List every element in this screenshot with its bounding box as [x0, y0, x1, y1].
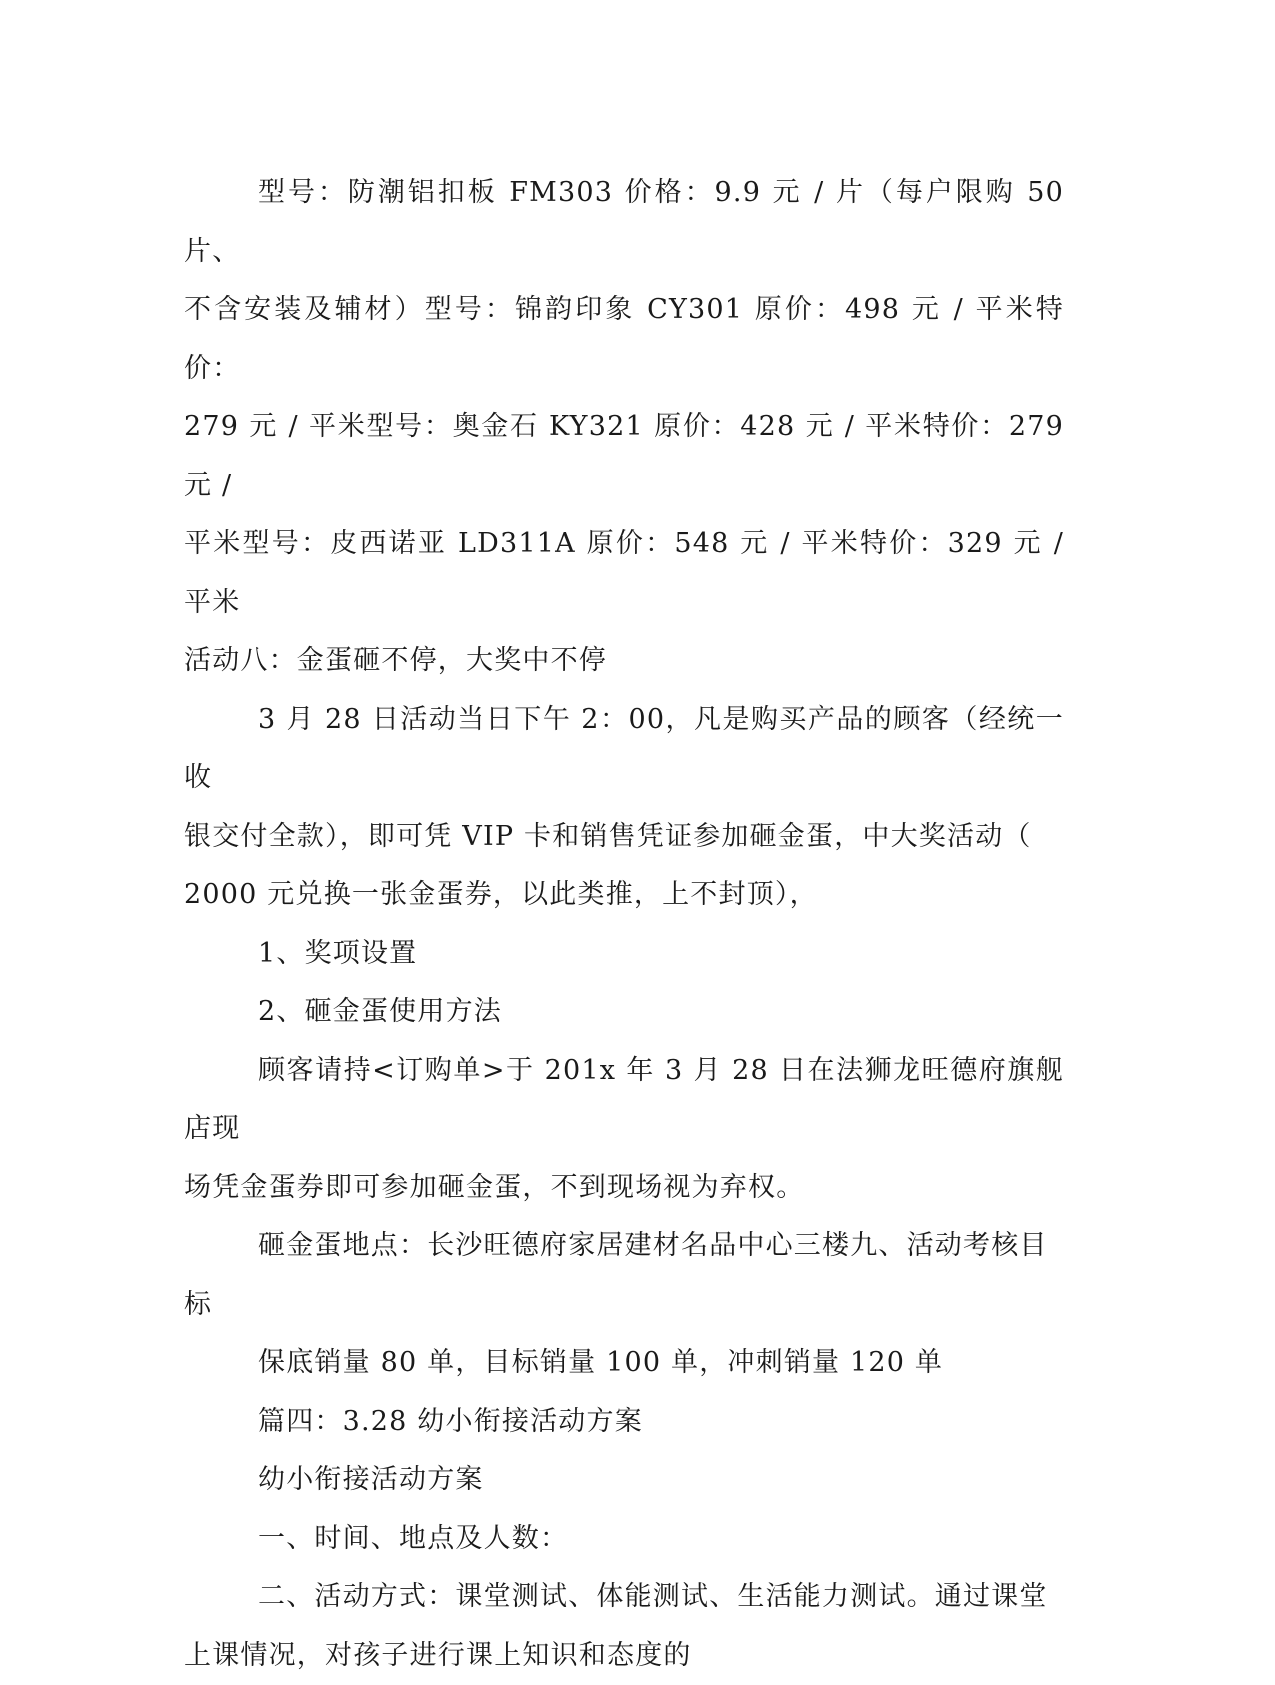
text-line: 二、活动方式：课堂测试、体能测试、生活能力测试。通过课堂 — [184, 1568, 1064, 1627]
text-line: 一、时间、地点及人数： — [184, 1510, 1064, 1569]
paragraph-activity-format — [184, 1568, 1064, 1685]
paragraph-usage-method — [184, 983, 1064, 1042]
text-line: 活动八：金蛋砸不停，大奖中不停 — [184, 632, 1064, 691]
text-line: 279 元 / 平米型号：奥金石 KY321 原价：428 元 / 平米特价：279 元 / — [184, 398, 1064, 515]
text-line: 3 月 28 日活动当日下午 2：00，凡是购买产品的顾客（经统一收 — [184, 691, 1064, 808]
paragraph-time-place — [184, 1510, 1064, 1569]
text-line: 2、砸金蛋使用方法 — [184, 983, 1064, 1042]
paragraph-prize-setup — [184, 925, 1064, 984]
text-line: 场凭金蛋券即可参加砸金蛋，不到现场视为弃权。 — [184, 1159, 1064, 1218]
text-line: 不含安装及辅材）型号：锦韵印象 CY301 原价：498 元 / 平米特价： — [184, 281, 1064, 398]
text-line: 标 — [184, 1276, 1064, 1335]
document-body — [184, 164, 1064, 1685]
text-line: 1、奖项设置 — [184, 925, 1064, 984]
paragraph-plan-title — [184, 1451, 1064, 1510]
text-line: 保底销量 80 单，目标销量 100 单，冲刺销量 120 单 — [184, 1334, 1064, 1393]
paragraph-golden-egg-event — [184, 691, 1064, 925]
text-line: 幼小衔接活动方案 — [184, 1451, 1064, 1510]
text-line: 银交付全款），即可凭 VIP 卡和销售凭证参加砸金蛋，中大奖活动（ — [184, 808, 1064, 867]
text-line: 型号：防潮铝扣板 FM303 价格：9.9 元 / 片（每户限购 50 片、 — [184, 164, 1064, 281]
text-line: 篇四：3.28 幼小衔接活动方案 — [184, 1393, 1064, 1452]
text-line: 顾客请持<订购单>于 201x 年 3 月 28 日在法狮龙旺德府旗舰店现 — [184, 1042, 1064, 1159]
text-line: 砸金蛋地点：长沙旺德府家居建材名品中心三楼九、活动考核目 — [184, 1217, 1064, 1276]
text-line: 上课情况，对孩子进行课上知识和态度的 — [184, 1627, 1064, 1685]
text-line: 平米型号：皮西诺亚 LD311A 原价：548 元 / 平米特价：329 元 / 平米 — [184, 515, 1064, 632]
paragraph-order-instructions — [184, 1042, 1064, 1218]
paragraph-event-location — [184, 1217, 1064, 1334]
paragraph-sales-targets — [184, 1334, 1064, 1393]
paragraph-chapter-four-heading — [184, 1393, 1064, 1452]
paragraph-product-models — [184, 164, 1064, 691]
text-line: 2000 元兑换一张金蛋券，以此类推，上不封顶）， — [184, 866, 1064, 925]
